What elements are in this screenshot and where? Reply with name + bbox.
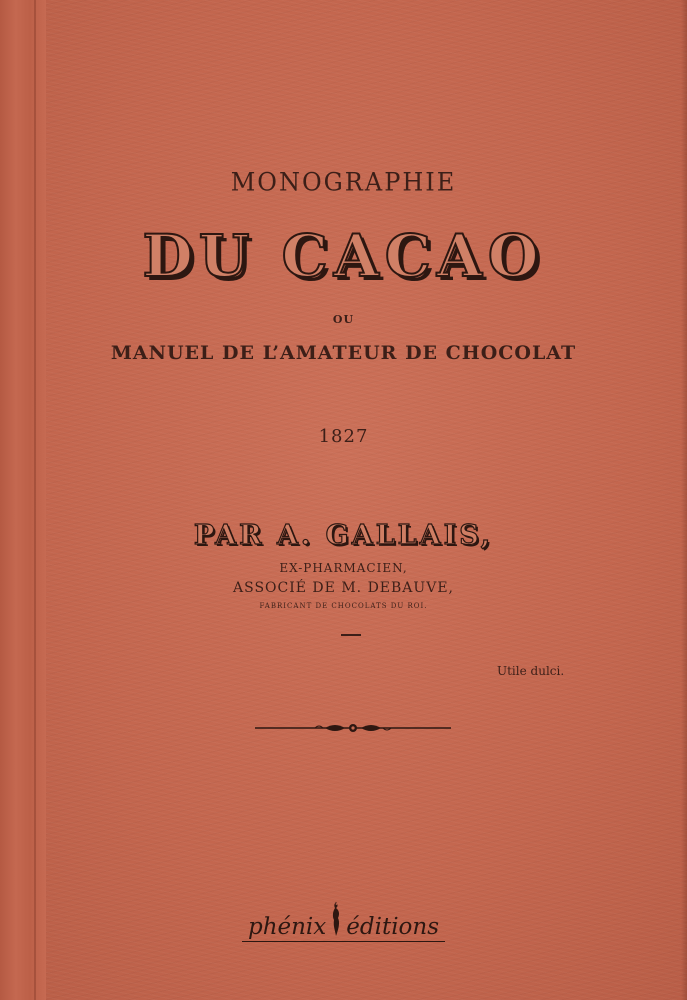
spine-edge xyxy=(0,0,46,1000)
author-role: EX-PHARMACIEN, xyxy=(279,561,408,575)
publisher-name-part1: phénix xyxy=(247,914,327,940)
publisher-logo xyxy=(0,900,687,942)
associate-role: FABRICANT DE CHOCOLATS DU ROI. xyxy=(259,602,428,610)
main-title: DU CACAO xyxy=(142,222,545,290)
associate-line: ASSOCIÉ DE M. DEBAUVE, xyxy=(233,580,454,596)
cover-right-edge xyxy=(681,0,687,1000)
spine-crease xyxy=(34,0,36,1000)
ornamental-divider-icon xyxy=(255,720,451,736)
subtitle: MANUEL DE L’AMATEUR DE CHOCOLAT xyxy=(110,342,577,364)
publisher-name-part2: éditions xyxy=(346,914,440,940)
title-connector: OU xyxy=(332,313,355,326)
pre-title: MONOGRAPHIE xyxy=(230,167,457,197)
publication-year: 1827 xyxy=(318,426,369,447)
motto: Utile dulci. xyxy=(497,664,565,678)
phoenix-bird-icon xyxy=(328,900,344,938)
publisher-name xyxy=(242,900,445,942)
author-line: PAR A. GALLAIS, xyxy=(193,520,494,551)
short-divider xyxy=(341,634,361,636)
